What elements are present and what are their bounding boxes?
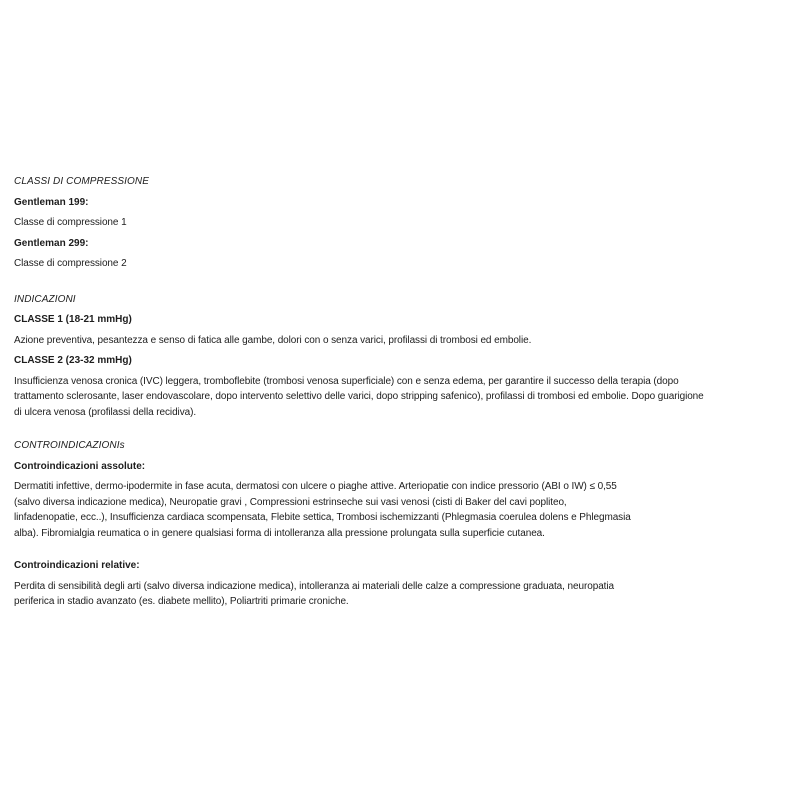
class-1-label: CLASSE 1 (18-21 mmHg) xyxy=(14,314,132,325)
paragraph xyxy=(14,215,786,231)
section-indications xyxy=(14,292,786,421)
absolute-contraindications-label: Controindicazioni assolute: xyxy=(14,460,146,472)
text-line: Classe di compressione 1 xyxy=(14,217,127,228)
paragraph xyxy=(14,256,786,272)
paragraph-relative-contraindications xyxy=(14,579,786,610)
text-line: linfadenopatie, ecc..), Insufficienza cardiaca scompensata, Flebite settica, Trombosi ischemizzanti (Phlegmasia coerulea dolens e Phlegmasia xyxy=(14,512,631,523)
text-line: Dermatiti infettive, dermo-ipodermite in fase acuta, dermatosi con ulcere o piaghe attive. Arteriopatie con indice pressorio (ABI o IW) ≤ 0,55 xyxy=(14,481,617,492)
product-label-gentleman-199: Gentleman 199: xyxy=(14,196,89,208)
section-heading-indications: INDICAZIONI xyxy=(14,293,76,305)
text-line: trattamento sclerosante, laser endovascolare, dopo intervento selettivo delle varici, dopo stripping safenico), profilassi di trombosi ed embolie. Dopo guarigione xyxy=(14,391,704,402)
paragraph-class-1 xyxy=(14,333,786,349)
text-line: Perdita di sensibilità degli arti (salvo diversa indicazione medica), intolleranza ai materiali delle calze a compressione graduata, neuropatia xyxy=(14,580,614,592)
section-contraindications xyxy=(14,438,786,610)
section-heading-contraindications: CONTROINDICAZIONIs xyxy=(14,440,125,451)
paragraph-class-2 xyxy=(14,374,786,421)
text-line: alba). Fibromialgia reumatica o in genere qualsiasi forma di intolleranza alla pressione prolungata sulla superficie cutanea. xyxy=(14,527,545,539)
text-line: Insufficienza venosa cronica (IVC) leggera, tromboflebite (trombosi venosa superficiale) con e senza edema, per garantire il successo della terapia (dopo xyxy=(14,375,679,387)
section-compression-classes xyxy=(14,174,786,272)
class-2-label: CLASSE 2 (23-32 mmHg) xyxy=(14,355,132,366)
text-line: periferica in stadio avanzato (es. diabete mellito), Poliartriti primarie croniche. xyxy=(14,596,349,607)
section-heading-compression-classes: CLASSI DI COMPRESSIONE xyxy=(14,176,150,187)
text-line: Azione preventiva, pesantezza e senso di fatica alle gambe, dolori con o senza varici, profilassi di trombosi ed embolie. xyxy=(14,334,532,346)
paragraph-absolute-contraindications xyxy=(14,479,786,541)
text-line: (salvo diversa indicazione medica), Neuropatie gravi , Compressioni estrinseche sui vasi venosi (cisti di Baker del cavi popliteo, xyxy=(14,496,567,508)
relative-contraindications-label: Controindicazioni relative: xyxy=(14,560,140,571)
text-line: di ulcera venosa (profilassi della recidiva). xyxy=(14,406,197,418)
product-label-gentleman-299: Gentleman 299: xyxy=(14,237,89,249)
text-line: Classe di compressione 2 xyxy=(14,258,127,269)
